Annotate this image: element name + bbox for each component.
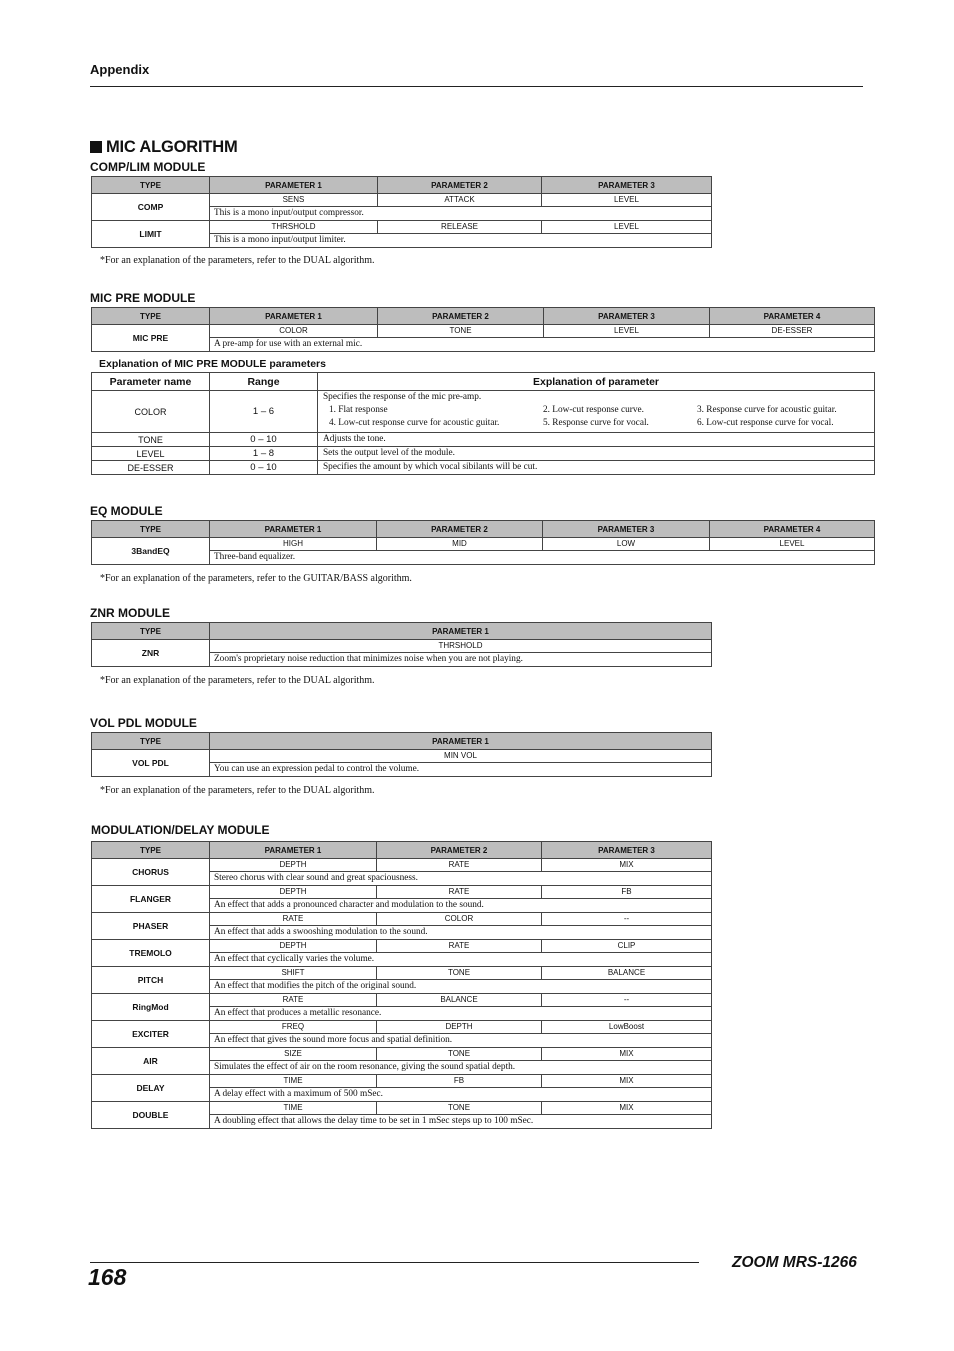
desc-cell: Zoom's proprietary noise reduction that minimizes noise when you are not playing. bbox=[210, 653, 712, 667]
param-cell: DE-ESSER bbox=[710, 325, 875, 338]
param-cell: LEVEL bbox=[710, 538, 875, 551]
vol-pdl-table bbox=[91, 732, 712, 777]
param-cell: MIX bbox=[542, 859, 712, 872]
footer-rule bbox=[90, 1262, 699, 1263]
option-list bbox=[323, 404, 874, 430]
explanation-cell: Adjusts the tone. bbox=[318, 433, 875, 447]
section-title-text: MIC ALGORITHM bbox=[106, 138, 238, 156]
type-cell: DELAY bbox=[92, 1075, 210, 1102]
table-header-row bbox=[92, 842, 712, 859]
param-cell: MIX bbox=[542, 1102, 712, 1115]
col-header: PARAMETER 3 bbox=[542, 842, 712, 859]
footer-brand: ZOOM MRS-1266 bbox=[732, 1254, 857, 1271]
param-cell: TONE bbox=[378, 325, 544, 338]
col-header: PARAMETER 1 bbox=[210, 308, 378, 325]
desc-cell: An effect that cyclically varies the volume. bbox=[210, 953, 712, 967]
param-cell: RATE bbox=[377, 859, 542, 872]
table-row bbox=[92, 750, 712, 763]
desc-cell: This is a mono input/output compressor. bbox=[210, 207, 712, 221]
type-cell: RingMod bbox=[92, 994, 210, 1021]
param-name-cell: DE-ESSER bbox=[92, 461, 210, 475]
param-cell: BALANCE bbox=[377, 994, 542, 1007]
param-cell: RATE bbox=[210, 994, 377, 1007]
param-cell: RELEASE bbox=[378, 221, 542, 234]
param-cell: RATE bbox=[377, 886, 542, 899]
param-cell: LEVEL bbox=[542, 221, 712, 234]
type-cell: VOL PDL bbox=[92, 750, 210, 777]
comp-lim-table bbox=[91, 176, 712, 248]
table-row bbox=[92, 391, 875, 433]
table-header-row bbox=[92, 177, 712, 194]
col-header: TYPE bbox=[92, 308, 210, 325]
param-cell: BALANCE bbox=[542, 967, 712, 980]
type-cell: EXCITER bbox=[92, 1021, 210, 1048]
desc-cell: You can use an expression pedal to control the volume. bbox=[210, 763, 712, 777]
col-header: Explanation of parameter bbox=[318, 373, 875, 391]
table-header-row bbox=[92, 373, 875, 391]
param-cell: SENS bbox=[210, 194, 378, 207]
range-cell: 0 – 10 bbox=[210, 461, 318, 475]
page-number: 168 bbox=[88, 1264, 127, 1290]
col-header: Parameter name bbox=[92, 373, 210, 391]
param-cell: DEPTH bbox=[210, 859, 377, 872]
option-item: 2. Low-cut response curve. bbox=[543, 405, 644, 415]
table-row bbox=[92, 967, 712, 980]
option-item: 4. Low-cut response curve for acoustic guitar. bbox=[329, 418, 500, 428]
type-cell: ZNR bbox=[92, 640, 210, 667]
table-row bbox=[92, 886, 712, 899]
type-cell: PHASER bbox=[92, 913, 210, 940]
mic-pre-explanation-title: Explanation of MIC PRE MODULE parameters bbox=[99, 358, 326, 370]
col-header: PARAMETER 1 bbox=[210, 842, 377, 859]
desc-cell: An effect that adds a pronounced character and modulation to the sound. bbox=[210, 899, 712, 913]
col-header: TYPE bbox=[92, 842, 210, 859]
col-header: PARAMETER 2 bbox=[377, 521, 543, 538]
type-cell: TREMOLO bbox=[92, 940, 210, 967]
desc-cell: An effect that gives the sound more focus and spatial definition. bbox=[210, 1034, 712, 1048]
col-header: PARAMETER 1 bbox=[210, 521, 377, 538]
param-cell: -- bbox=[542, 994, 712, 1007]
param-cell: COLOR bbox=[377, 913, 542, 926]
table-row bbox=[92, 338, 875, 352]
table-header-row bbox=[92, 733, 712, 750]
param-name-cell: LEVEL bbox=[92, 447, 210, 461]
col-header: PARAMETER 2 bbox=[378, 177, 542, 194]
table-row bbox=[92, 1021, 712, 1034]
znr-table bbox=[91, 622, 712, 667]
col-header: Range bbox=[210, 373, 318, 391]
table-row bbox=[92, 461, 875, 475]
header-rule bbox=[90, 86, 863, 87]
table-row bbox=[92, 447, 875, 461]
param-cell: DEPTH bbox=[377, 1021, 542, 1034]
param-name-cell: TONE bbox=[92, 433, 210, 447]
param-cell: THRSHOLD bbox=[210, 221, 378, 234]
eq-title: EQ MODULE bbox=[90, 504, 163, 518]
znr-title: ZNR MODULE bbox=[90, 606, 170, 620]
col-header: TYPE bbox=[92, 521, 210, 538]
param-cell: MIN VOL bbox=[210, 750, 712, 763]
square-bullet-icon bbox=[90, 141, 102, 153]
option-item: 3. Response curve for acoustic guitar. bbox=[697, 405, 837, 415]
range-cell: 1 – 8 bbox=[210, 447, 318, 461]
param-cell: THRSHOLD bbox=[210, 640, 712, 653]
col-header: PARAMETER 2 bbox=[377, 842, 542, 859]
param-cell: DEPTH bbox=[210, 886, 377, 899]
type-cell: DOUBLE bbox=[92, 1102, 210, 1129]
vol-pdl-title: VOL PDL MODULE bbox=[90, 716, 197, 730]
desc-cell: A doubling effect that allows the delay time to be set in 1 mSec steps up to 100 mSec. bbox=[210, 1115, 712, 1129]
param-cell: LOW bbox=[543, 538, 710, 551]
param-cell: LEVEL bbox=[544, 325, 710, 338]
header-section-label: Appendix bbox=[90, 62, 150, 77]
col-header: TYPE bbox=[92, 733, 210, 750]
table-row bbox=[92, 940, 712, 953]
explanation-cell: Specifies the amount by which vocal sibilants will be cut. bbox=[318, 461, 875, 475]
param-cell: SIZE bbox=[210, 1048, 377, 1061]
mic-pre-table bbox=[91, 307, 875, 352]
col-header: PARAMETER 1 bbox=[210, 733, 712, 750]
param-cell: ATTACK bbox=[378, 194, 542, 207]
explanation-text: Specifies the response of the mic pre-amp. bbox=[323, 392, 482, 402]
desc-cell: A pre-amp for use with an external mic. bbox=[210, 338, 875, 352]
comp-lim-title: COMP/LIM MODULE bbox=[90, 160, 206, 174]
param-cell: RATE bbox=[377, 940, 542, 953]
param-cell: MIX bbox=[542, 1048, 712, 1061]
type-cell: AIR bbox=[92, 1048, 210, 1075]
table-row bbox=[92, 194, 712, 207]
param-cell: TIME bbox=[210, 1075, 377, 1088]
col-header: PARAMETER 3 bbox=[542, 177, 712, 194]
table-row bbox=[92, 433, 875, 447]
param-cell: TONE bbox=[377, 1102, 542, 1115]
section-title bbox=[90, 138, 238, 157]
table-row bbox=[92, 1075, 712, 1088]
mic-pre-explanation-table bbox=[91, 372, 875, 475]
range-cell: 0 – 10 bbox=[210, 433, 318, 447]
col-header: PARAMETER 3 bbox=[544, 308, 710, 325]
table-row bbox=[92, 640, 712, 653]
mic-pre-title: MIC PRE MODULE bbox=[90, 291, 196, 305]
param-cell: MID bbox=[377, 538, 543, 551]
table-row bbox=[92, 913, 712, 926]
table-row bbox=[92, 538, 875, 551]
type-cell: PITCH bbox=[92, 967, 210, 994]
param-cell: LEVEL bbox=[542, 194, 712, 207]
col-header: PARAMETER 1 bbox=[210, 177, 378, 194]
param-cell: TIME bbox=[210, 1102, 377, 1115]
param-cell: -- bbox=[542, 913, 712, 926]
eq-note: *For an explanation of the parameters, refer to the GUITAR/BASS algorithm. bbox=[100, 573, 412, 584]
type-cell: FLANGER bbox=[92, 886, 210, 913]
param-cell: CLIP bbox=[542, 940, 712, 953]
col-header: TYPE bbox=[92, 177, 210, 194]
table-header-row bbox=[92, 308, 875, 325]
param-cell: DEPTH bbox=[210, 940, 377, 953]
param-cell: RATE bbox=[210, 913, 377, 926]
desc-cell: Simulates the effect of air on the room resonance, giving the sound spatial depth. bbox=[210, 1061, 712, 1075]
desc-cell: This is a mono input/output limiter. bbox=[210, 234, 712, 248]
col-header: PARAMETER 2 bbox=[378, 308, 544, 325]
table-row bbox=[92, 1048, 712, 1061]
param-cell: FB bbox=[377, 1075, 542, 1088]
vol-pdl-note: *For an explanation of the parameters, refer to the DUAL algorithm. bbox=[100, 785, 375, 796]
param-name-cell: COLOR bbox=[92, 391, 210, 433]
table-header-row bbox=[92, 623, 712, 640]
eq-table bbox=[91, 520, 875, 565]
explanation-cell bbox=[318, 391, 875, 433]
desc-cell: An effect that modifies the pitch of the original sound. bbox=[210, 980, 712, 994]
type-cell: 3BandEQ bbox=[92, 538, 210, 565]
table-row bbox=[92, 551, 875, 565]
col-header: PARAMETER 4 bbox=[710, 308, 875, 325]
col-header: TYPE bbox=[92, 623, 210, 640]
table-row bbox=[92, 994, 712, 1007]
param-cell: LowBoost bbox=[542, 1021, 712, 1034]
param-cell: TONE bbox=[377, 1048, 542, 1061]
type-cell: LIMIT bbox=[92, 221, 210, 248]
comp-lim-note: *For an explanation of the parameters, refer to the DUAL algorithm. bbox=[100, 255, 375, 266]
col-header: PARAMETER 3 bbox=[543, 521, 710, 538]
desc-cell: A delay effect with a maximum of 500 mSec. bbox=[210, 1088, 712, 1102]
param-cell: HIGH bbox=[210, 538, 377, 551]
type-cell: MIC PRE bbox=[92, 325, 210, 352]
param-cell: COLOR bbox=[210, 325, 378, 338]
param-cell: MIX bbox=[542, 1075, 712, 1088]
range-cell: 1 – 6 bbox=[210, 391, 318, 433]
table-row bbox=[92, 221, 712, 234]
mod-delay-title: MODULATION/DELAY MODULE bbox=[91, 823, 270, 837]
table-row bbox=[92, 1102, 712, 1115]
option-item: 6. Low-cut response curve for vocal. bbox=[697, 418, 834, 428]
desc-cell: An effect that adds a swooshing modulation to the sound. bbox=[210, 926, 712, 940]
param-cell: SHIFT bbox=[210, 967, 377, 980]
znr-note: *For an explanation of the parameters, refer to the DUAL algorithm. bbox=[100, 675, 375, 686]
type-cell: COMP bbox=[92, 194, 210, 221]
explanation-cell: Sets the output level of the module. bbox=[318, 447, 875, 461]
param-cell: TONE bbox=[377, 967, 542, 980]
table-row bbox=[92, 859, 712, 872]
param-cell: FREQ bbox=[210, 1021, 377, 1034]
mod-delay-table bbox=[91, 841, 712, 1129]
option-item: 1. Flat response bbox=[329, 405, 388, 415]
table-header-row bbox=[92, 521, 875, 538]
option-item: 5. Response curve for vocal. bbox=[543, 418, 649, 428]
desc-cell: Three-band equalizer. bbox=[210, 551, 875, 565]
table-row bbox=[92, 325, 875, 338]
col-header: PARAMETER 1 bbox=[210, 623, 712, 640]
desc-cell: Stereo chorus with clear sound and great spaciousness. bbox=[210, 872, 712, 886]
desc-cell: An effect that produces a metallic resonance. bbox=[210, 1007, 712, 1021]
col-header: PARAMETER 4 bbox=[710, 521, 875, 538]
type-cell: CHORUS bbox=[92, 859, 210, 886]
param-cell: FB bbox=[542, 886, 712, 899]
